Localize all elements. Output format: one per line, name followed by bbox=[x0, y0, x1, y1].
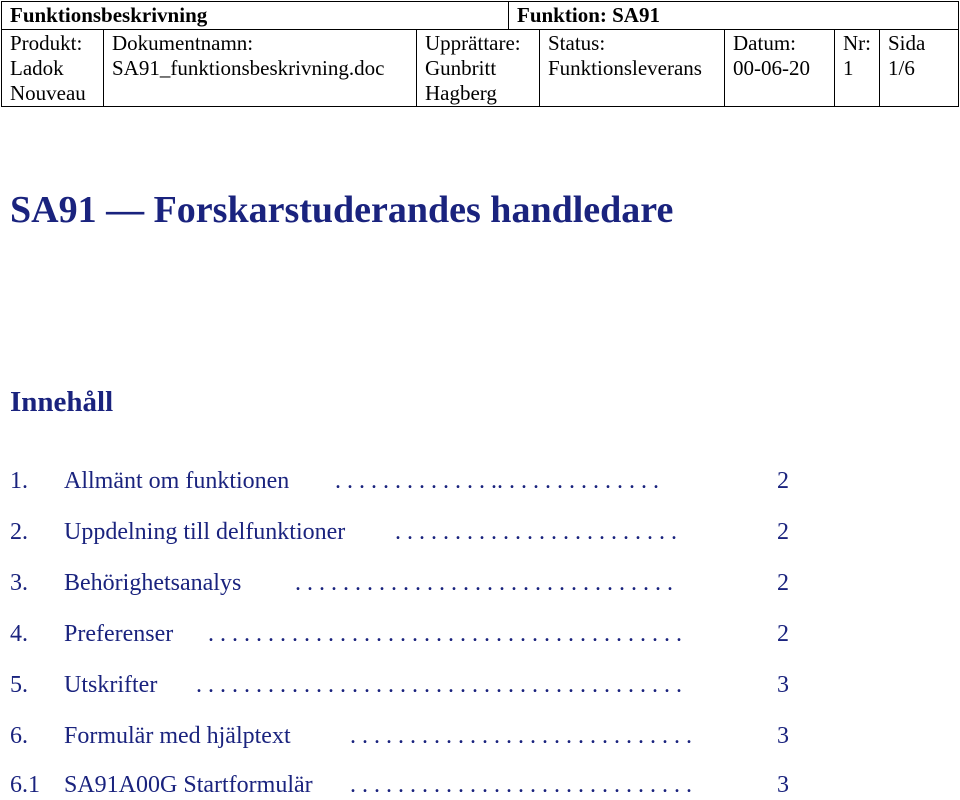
field-dokumentnamn bbox=[104, 31, 384, 81]
field-status bbox=[540, 31, 702, 81]
toc-text: Allmänt om funktionen bbox=[64, 468, 290, 494]
toc-page: 2 bbox=[777, 468, 789, 494]
header-table bbox=[1, 1, 959, 107]
toc-entry[interactable] bbox=[10, 672, 960, 700]
toc-heading: Innehåll bbox=[10, 386, 114, 418]
toc-page: 2 bbox=[777, 570, 789, 596]
field-value: Ladok bbox=[10, 56, 64, 80]
field-nr bbox=[835, 31, 871, 81]
field-value: 1 bbox=[843, 56, 854, 80]
toc-number: 5. bbox=[10, 672, 28, 698]
toc-text: Formulär med hjälptext bbox=[64, 723, 291, 749]
field-label: Status: bbox=[548, 31, 606, 55]
field-value: 00-06-20 bbox=[733, 56, 810, 80]
toc-page: 2 bbox=[777, 621, 789, 647]
toc-number: 6. bbox=[10, 723, 28, 749]
toc-dots: . . . . . . . . . . . . . . . . . . . . . . . . . . . . . . . . . . . . . . . . . bbox=[196, 672, 682, 698]
field-sida bbox=[880, 31, 925, 81]
field-value: Nouveau bbox=[10, 81, 86, 105]
toc-text: SA91A00G Startformulär bbox=[64, 772, 313, 798]
toc-text: Preferenser bbox=[64, 621, 174, 647]
toc-entry[interactable] bbox=[10, 519, 960, 547]
field-label: Produkt: bbox=[10, 31, 83, 55]
toc-text: Utskrifter bbox=[64, 672, 158, 698]
field-label: Datum: bbox=[733, 31, 796, 55]
toc-number: 6.1 bbox=[10, 772, 40, 798]
field-label: Sida bbox=[888, 31, 926, 55]
field-value: 1/6 bbox=[888, 56, 915, 80]
toc-dots: . . . . . . . . . . . . . . . . . . . . . . . . bbox=[395, 519, 677, 545]
field-label: Dokumentnamn: bbox=[112, 31, 254, 55]
toc-number: 3. bbox=[10, 570, 28, 596]
field-value: Gunbritt bbox=[425, 56, 497, 80]
field-label: Nr: bbox=[843, 31, 871, 55]
toc-number: 1. bbox=[10, 468, 28, 494]
toc-entry[interactable] bbox=[10, 570, 960, 598]
toc-entry[interactable] bbox=[10, 621, 960, 649]
field-value: SA91_funktionsbeskrivning.doc bbox=[112, 56, 385, 80]
toc-page: 3 bbox=[777, 772, 789, 798]
document-title: SA91 — Forskarstuderandes handledare bbox=[10, 189, 674, 231]
toc-entry[interactable] bbox=[10, 468, 960, 496]
toc-dots: . . . . . . . . . . . . . .. . . . . . . . . . . . . . bbox=[335, 468, 659, 494]
field-value: Funktionsleverans bbox=[548, 56, 702, 80]
toc-dots: . . . . . . . . . . . . . . . . . . . . . . . . . . . . . . . . bbox=[295, 570, 673, 596]
field-produkt bbox=[2, 31, 86, 106]
doc-type: Funktionsbeskrivning bbox=[10, 3, 208, 27]
toc-number: 4. bbox=[10, 621, 28, 647]
header-divider bbox=[2, 29, 958, 30]
toc-text: Uppdelning till delfunktioner bbox=[64, 519, 346, 545]
toc-number: 2. bbox=[10, 519, 28, 545]
toc-entry[interactable] bbox=[10, 723, 960, 751]
toc-dots: . . . . . . . . . . . . . . . . . . . . . . . . . . . . . bbox=[350, 723, 692, 749]
field-upprattare bbox=[417, 31, 521, 106]
field-datum bbox=[725, 31, 810, 81]
field-label: Upprättare: bbox=[425, 31, 521, 55]
toc-page: 3 bbox=[777, 723, 789, 749]
toc-dots: . . . . . . . . . . . . . . . . . . . . . . . . . . . . . bbox=[350, 772, 692, 798]
function-id: Funktion: SA91 bbox=[517, 3, 660, 27]
toc-page: 2 bbox=[777, 519, 789, 545]
toc-dots: . . . . . . . . . . . . . . . . . . . . . . . . . . . . . . . . . . . . . . . . bbox=[208, 621, 682, 647]
toc-text: Behörighetsanalys bbox=[64, 570, 242, 596]
field-value: Hagberg bbox=[425, 81, 497, 105]
toc-page: 3 bbox=[777, 672, 789, 698]
